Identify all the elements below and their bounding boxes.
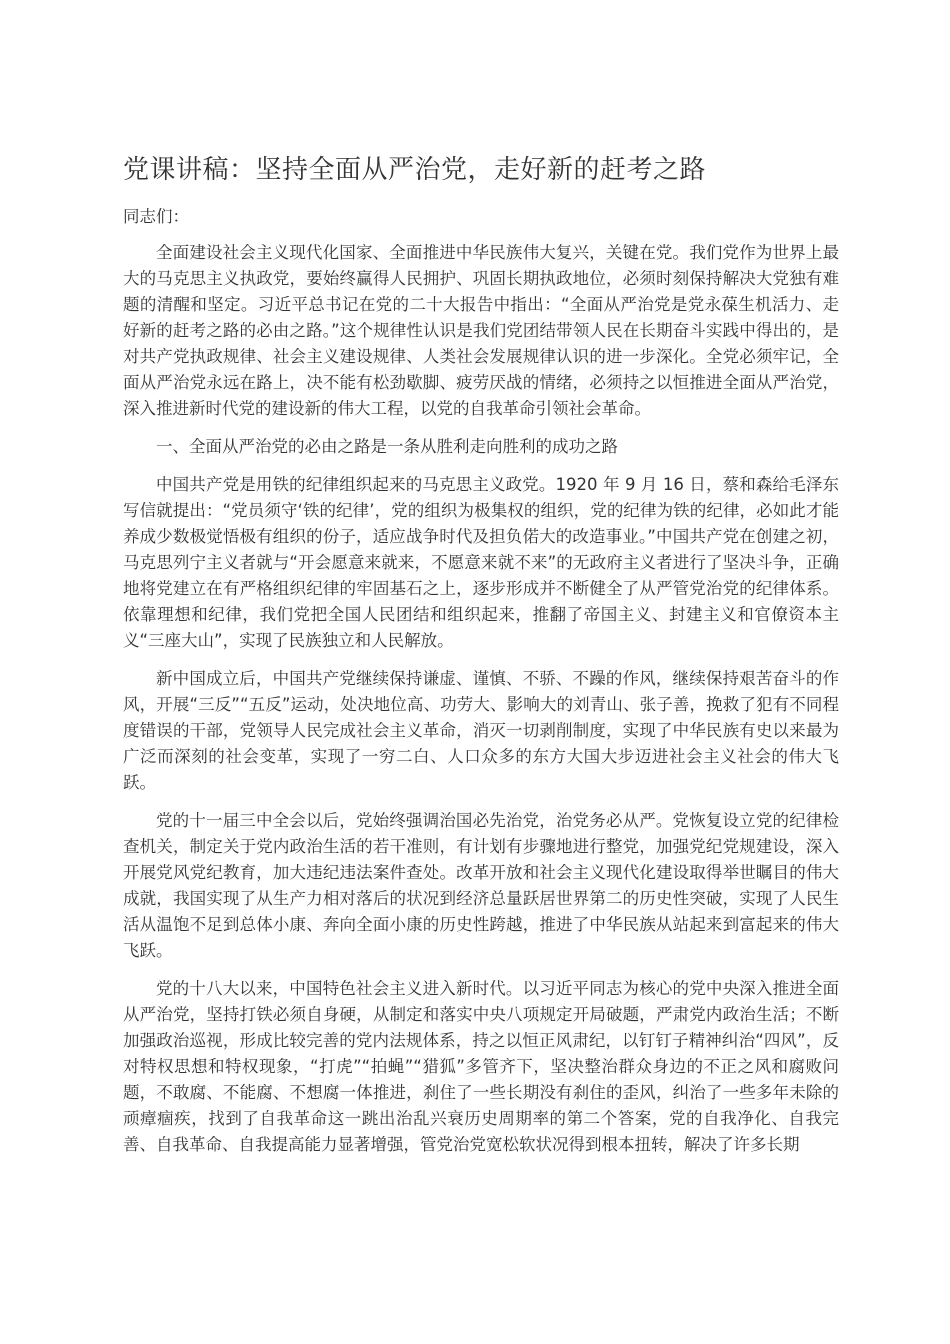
document-page (123, 150, 839, 1170)
salutation: 同志们： (123, 207, 189, 226)
paragraph-intro: 全面建设社会主义现代化国家、全面推进中华民族伟大复兴，关键在党。我们党作为世界上最大的马克思主义执政党，要始终赢得人民拥护、巩固长期执政地位，必须时刻保持解决大党独有难题的清醒和坚定。习近平总书记在党的二十大报告中指出：“全面从严治党是党永葆生机活力、走好新的赶考之路的必由之路。”这个规律性认识是我们党团结带领人民在长期奋斗实践中得出的，是对共产党执政规律、社会主义建设规律、人类社会发展规律认识的进一步深化。全党必须牢记，全面从严治党永远在路上，决不能有松劲歇脚、疲劳厌战的情绪，必须持之以恒推进全面从严治党，深入推进新时代党的建设新的伟大工程，以党的自我革命引领社会革命。 (123, 243, 839, 418)
document-title: 党课讲稿：坚持全面从严治党，走好新的赶考之路 (123, 155, 707, 185)
paragraph-new-era: 党的十八大以来，中国特色社会主义进入新时代。以习近平同志为核心的党中央深入推进全面从严治党，坚持打铁必须自身硬，从制定和落实中央八项规定开局破题，严肃党内政治生活；不断加强政治巡视，形成比较完善的党内法规体系，持之以恒正风肃纪，以钉钉子精神纠治“四风”，反对特权思想和特权现象，“打虎”“拍蝇”“猎狐”多管齐下，坚决整治群众身边的不正之风和腐败问题，不敢腐、不能腐、不想腐一体推进，刹住了一些长期没有刹住的歪风，纠治了一些多年未除的顽瘴痼疾，找到了自我革命这一跳出治乱兴衰历史周期率的第二个答案，党的自我净化、自我完善、自我革命、自我提高能力显著增强，管党治党宽松软状况得到根本扭转，解决了许多长期 (123, 979, 839, 1154)
paragraph-reform-era: 党的十一届三中全会以后，党始终强调治国必先治党，治党务必从严。党恢复设立党的纪律检查机关，制定关于党内政治生活的若干准则，有计划有步骤地进行整党，加强党纪党规建设，深入开展党风党纪教育，加大违纪违法案件查处。改革开放和社会主义现代化建设取得举世瞩目的伟大成就，我国实现了从生产力相对落后的状况到经济总量跃居世界第二的历史性突破，实现了人民生活从温饱不足到总体小康、奔向全面小康的历史性跨越，推进了中华民族从站起来到富起来的伟大飞跃。 (123, 811, 839, 960)
section-heading-1: 一、全面从严治党的必由之路是一条从胜利走向胜利的成功之路 (156, 437, 618, 456)
paragraph-history-founding: 中国共产党是用铁的纪律组织起来的马克思主义政党。1920 年 9 月 16 日，蔡和森给毛泽东写信就提出：“党员须守‘铁的纪律’，党的组织为极集权的组织，党的纪律为铁的纪律，必如此才能养成少数极觉悟极有组织的份子，适应战争时代及担负偌大的改造事业。”中国共产党在创建之初，马克思列宁主义者就与“开会愿意来就来，不愿意来就不来”的无政府主义者进行了坚决斗争，正确地将党建立在有严格组织纪律的牢固基石之上，逐步形成并不断健全了从严管党治党的纪律体系。依靠理想和纪律，我们党把全国人民团结和组织起来，推翻了帝国主义、封建主义和官僚资本主义“三座大山”，实现了民族独立和人民解放。 (123, 475, 839, 650)
paragraph-new-china: 新中国成立后，中国共产党继续保持谦虚、谨慎、不骄、不躁的作风，继续保持艰苦奋斗的作风，开展“三反”“五反”运动，处决地位高、功劳大、影响大的刘青山、张子善，挽救了犯有不同程度错误的干部，党领导人民完成社会主义革命，消灭一切剥削制度，实现了中华民族有史以来最为广泛而深刻的社会变革，实现了一穷二白、人口众多的东方大国大步迈进社会主义社会的伟大飞跃。 (123, 669, 839, 792)
